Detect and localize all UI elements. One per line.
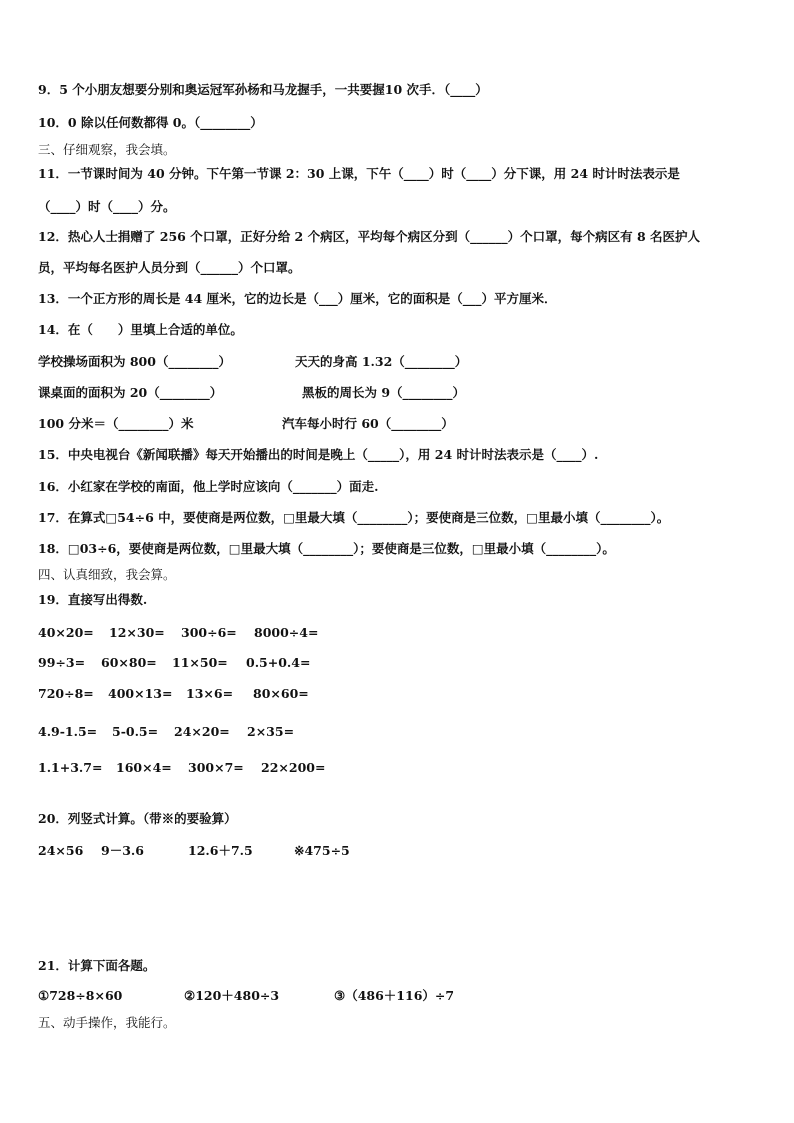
question-12-line-2: 员，平均每名医护人员分到（______）个口罩。 [38, 260, 301, 275]
question-11-line-2: （____）时（____）分。 [38, 199, 176, 214]
calc-item: 8000÷4= [254, 625, 319, 640]
calc-item: 300÷6= [181, 625, 237, 640]
question-20: 20．列竖式计算。（带※的要验算） [38, 811, 237, 826]
q14-item: 天天的身高 1.32（________） [295, 354, 468, 369]
section-5-heading: 五、动手操作，我能行。 [38, 1015, 176, 1030]
calc-item: 4.9-1.5= [38, 724, 98, 739]
calc-item: 24×20= [174, 724, 230, 739]
calc-item: 160×4= [116, 760, 172, 775]
calc-problem: ②120＋480÷3 [184, 988, 280, 1003]
calc-problem: ③（486＋116）÷7 [334, 988, 455, 1003]
calc-item: 400×13= [108, 686, 173, 701]
calc-item: 2×35= [247, 724, 295, 739]
question-9: 9．5 个小朋友想要分别和奥运冠军孙杨和马龙握手，一共要握10 次手．（____） [38, 82, 488, 97]
question-17: 17．在算式□54÷6 中，要使商是两位数，□里最大填（________）；要使商是三位数，□里最小填（________）。 [38, 510, 670, 525]
question-16: 16．小红家在学校的南面，他上学时应该向（_______）面走. [38, 479, 379, 494]
calc-item: 300×7= [188, 760, 244, 775]
q14-item: 黑板的周长为 9（________） [302, 385, 466, 400]
question-14: 14．在（ ）里填上合适的单位。 [38, 322, 243, 337]
vertical-calc-item: 9－3.6 [101, 843, 144, 858]
question-19: 19．直接写出得数. [38, 592, 148, 607]
vertical-calc-item: 12.6＋7.5 [188, 843, 253, 858]
calc-item: 80×60= [253, 686, 309, 701]
question-21: 21．计算下面各题。 [38, 958, 156, 973]
section-4-heading: 四、认真细致，我会算。 [38, 567, 176, 582]
question-12-line-1: 12．热心人士捐赠了 256 个口罩，正好分给 2 个病区，平均每个病区分到（______）个口罩，每个病区有 8 名医护人 [38, 229, 700, 244]
calc-item: 720÷8= [38, 686, 94, 701]
calc-item: 13×6= [186, 686, 234, 701]
question-11-line-1: 11．一节课时间为 40 分钟。下午第一节课 2：30 上课，下午（____）时（____）分下课，用 24 时计时法表示是 [38, 166, 680, 181]
q14-item: 学校操场面积为 800（________） [38, 354, 231, 369]
calc-item: 40×20= [38, 625, 94, 640]
calc-problem: ①728÷8×60 [38, 988, 123, 1003]
vertical-calc-item: ※475÷5 [294, 843, 350, 858]
q14-item: 汽车每小时行 60（________） [282, 416, 454, 431]
calc-item: 11×50= [172, 655, 228, 670]
question-18: 18．□03÷6，要使商是两位数，□里最大填（________）；要使商是三位数，□里最小填（________）。 [38, 541, 615, 556]
calc-item: 99÷3= [38, 655, 86, 670]
calc-item: 0.5+0.4= [246, 655, 311, 670]
calc-item: 12×30= [109, 625, 165, 640]
question-13: 13．一个正方形的周长是 44 厘米，它的边长是（___）厘米，它的面积是（___）平方厘米． [38, 291, 557, 306]
calc-item: 60×80= [101, 655, 157, 670]
section-3-heading: 三、仔细观察，我会填。 [38, 142, 176, 157]
q14-item: 100 分米＝（________）米 [38, 416, 194, 431]
calc-item: 22×200= [261, 760, 326, 775]
vertical-calc-item: 24×56 [38, 843, 84, 858]
calc-item: 5-0.5= [112, 724, 159, 739]
calc-item: 1.1+3.7= [38, 760, 103, 775]
q14-item: 课桌面的面积为 20（________） [38, 385, 223, 400]
question-10: 10．0 除以任何数都得 0。（________） [38, 115, 263, 130]
question-15: 15．中央电视台《新闻联播》每天开始播出的时间是晚上（_____），用 24 时计时法表示是（____）. [38, 447, 599, 462]
